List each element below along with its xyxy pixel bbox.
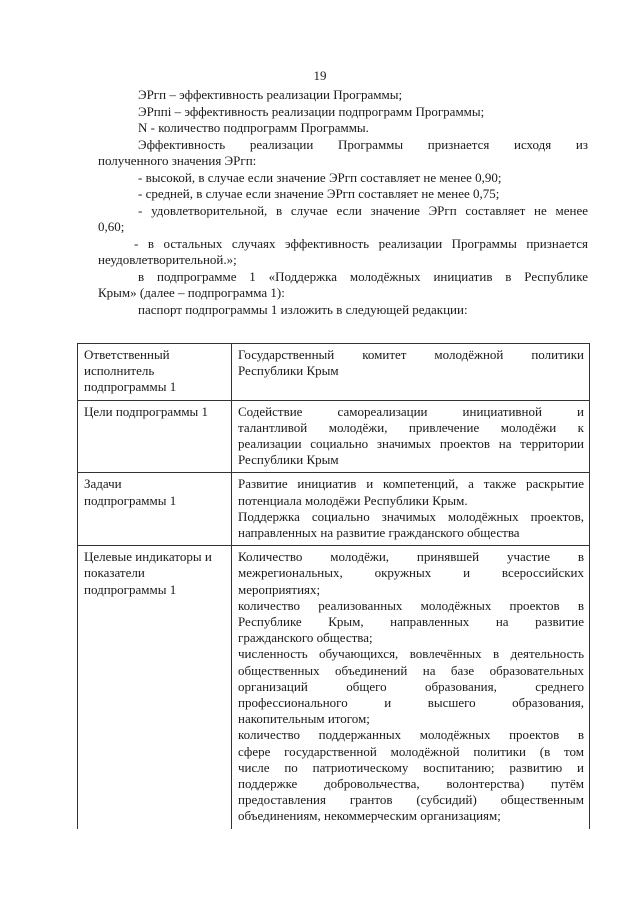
row-value-line: объединениям, некоммерческим организациям; — [238, 808, 501, 824]
page-number: 19 — [313, 68, 327, 83]
paragraph-line: Крым» (далее – подпрограмма 1): — [98, 285, 285, 300]
row-value-line: Государственный комитет молодёжной политики — [238, 347, 584, 362]
row-value-line: организаций общего образования, среднего — [238, 678, 584, 694]
list-item-continuation: 0,60; — [98, 219, 125, 234]
row-value-line: числе по патриотическому воспитанию; развитию и — [238, 759, 584, 775]
row-value-line: сфере государственной молодёжной политики (в том — [238, 743, 584, 759]
row-label-line: показатели — [84, 565, 145, 581]
row-value-line: Поддержка социально значимых молодёжных проектов, — [238, 508, 584, 524]
body-text — [98, 87, 588, 318]
row-label-line: подпрограммы 1 — [84, 379, 177, 395]
row-value-cell — [232, 546, 590, 829]
row-value-line: потенциала молодёжи Республики Крым. — [238, 492, 468, 508]
list-item: - высокой, в случае если значение ЭРгп составляет не менее 0,90; — [138, 169, 502, 185]
row-value-line: направленных на развитие гражданского общества — [238, 525, 520, 541]
list-item-continuation: неудовлетворительной.»; — [98, 252, 237, 267]
row-value-line: количество поддержанных молодёжных проектов в — [238, 727, 584, 743]
table-row — [78, 344, 590, 401]
passport-table — [77, 343, 590, 829]
row-value-line: количество реализованных молодёжных проектов в — [238, 597, 584, 613]
row-value-line: профессионального и высшего образования, — [238, 695, 584, 711]
row-value-line: общественных объединений на базе образовательных — [238, 662, 584, 678]
definition-line: ЭРгп – эффективность реализации Программы; — [138, 87, 403, 102]
row-value-cell — [232, 400, 590, 473]
row-label-line: подпрограммы 1 — [84, 492, 177, 508]
paragraph-line: полученного значения ЭРгп: — [98, 153, 257, 168]
paragraph-line: паспорт подпрограммы 1 изложить в следующей редакции: — [138, 301, 468, 317]
row-value-line: предоставления грантов (субсидий) общественным — [238, 792, 584, 808]
paragraph-line: Эффективность реализации Программы признается исходя из — [138, 136, 588, 152]
row-value-line: мероприятиях; — [238, 581, 321, 597]
table-row — [78, 473, 590, 546]
row-value-line: Развитие инициатив и компетенций, а также раскрытие — [238, 476, 584, 492]
row-value-line: Республики Крым — [238, 452, 339, 468]
table-row — [78, 400, 590, 473]
row-label-line: Ответственный — [84, 347, 170, 362]
row-label-cell — [78, 400, 232, 473]
row-label-line: Цели подпрограммы 1 — [84, 403, 209, 419]
row-label-cell — [78, 344, 232, 401]
row-value-line: Республике Крым, направленных на развитие — [238, 614, 584, 630]
list-item: - в остальных случаях эффективность реализации Программы признается — [134, 235, 588, 251]
definition-line: N - количество подпрограмм Программы. — [138, 120, 369, 135]
row-value-line: реализации социально значимых проектов на территории — [238, 436, 584, 452]
row-value-line: Республики Крым — [238, 363, 339, 379]
row-label-line: Задачи — [84, 476, 122, 492]
row-value-cell — [232, 344, 590, 401]
row-value-line: Количество молодёжи, принявшей участие в — [238, 549, 584, 565]
row-value-line: Содействие самореализации инициативной и — [238, 403, 584, 419]
row-label-line: подпрограммы 1 — [84, 581, 177, 597]
row-value-line: численность обучающихся, вовлечённых в деятельность — [238, 646, 584, 662]
table-row — [78, 546, 590, 829]
row-value-line: поддержке добровольчества, волонтерства) путём — [238, 776, 584, 792]
row-value-line: гражданского общества; — [238, 630, 373, 646]
row-label-line: исполнитель — [84, 363, 155, 379]
row-value-line: межрегиональных, окружных и всероссийских — [238, 565, 584, 581]
row-label-line: Целевые индикаторы и — [84, 549, 212, 565]
row-label-cell — [78, 473, 232, 546]
definition-line: ЭРппi – эффективность реализации подпрограмм Программы; — [138, 103, 485, 119]
list-item: - средней, в случае если значение ЭРгп составляет не менее 0,75; — [138, 186, 500, 201]
row-label-cell — [78, 546, 232, 829]
row-value-cell — [232, 473, 590, 546]
row-value-line: накопительным итогом; — [238, 711, 370, 727]
list-item: - удовлетворительной, в случае если значение ЭРгп составляет не менее — [138, 202, 588, 218]
paragraph-line: в подпрограмме 1 «Поддержка молодёжных инициатив в Республике — [138, 268, 588, 284]
row-value-line: талантливой молодёжи, привлечение молодёжи к — [238, 419, 584, 435]
